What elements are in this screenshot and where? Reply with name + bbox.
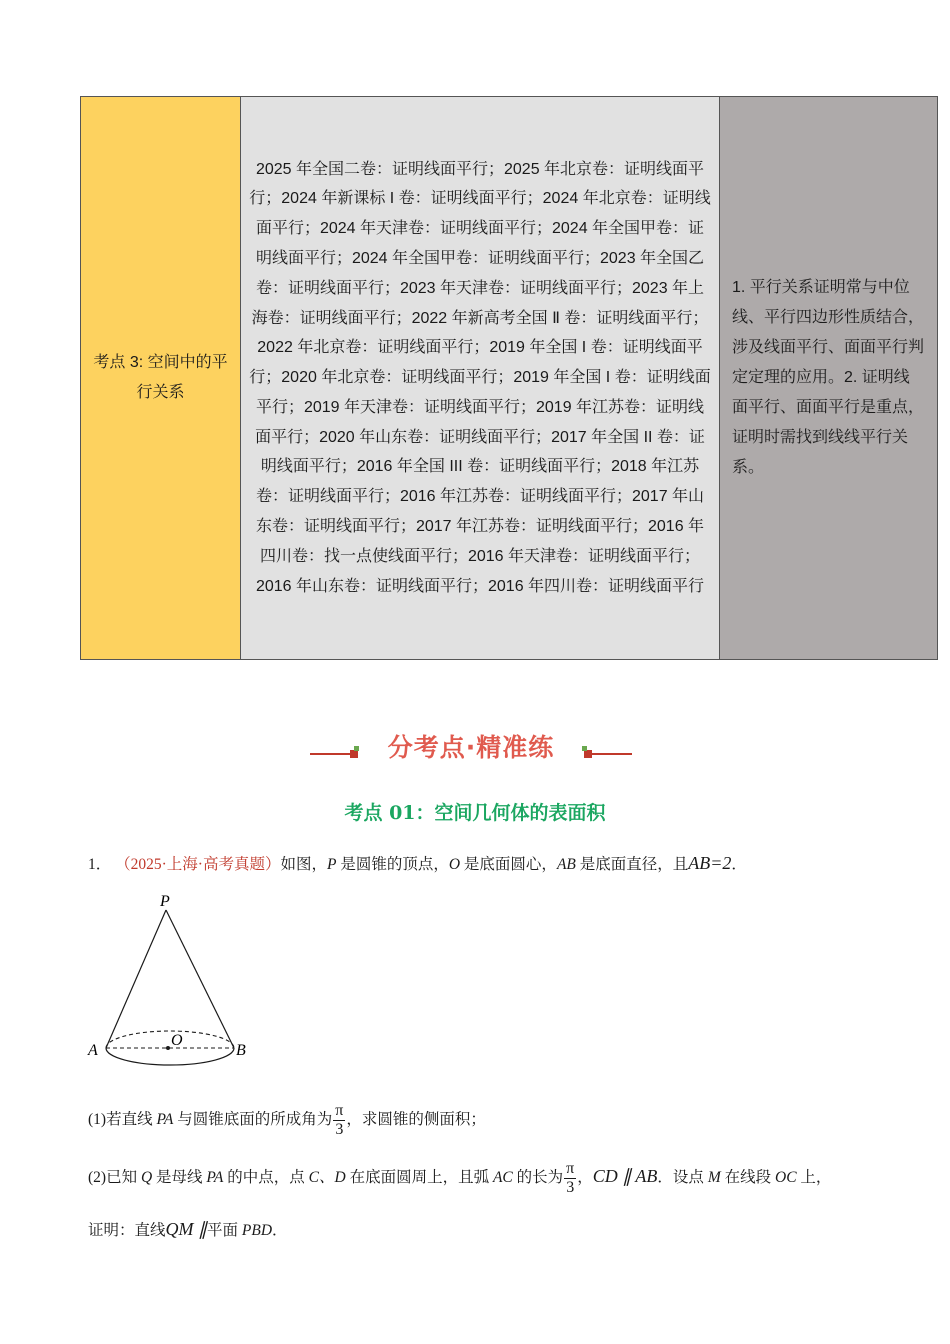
label-p: P [160, 893, 170, 910]
question-source: （2025·上海·高考真题） [115, 856, 281, 873]
label-a: A [88, 1042, 98, 1059]
section-header [310, 728, 632, 768]
fraction-pi-over-3: $\frac{\pi}{3}$ [335, 1102, 344, 1138]
kaodian-title: 考点 01：空间几何体的表面积 [344, 802, 606, 824]
topic-cell: 考点 3: 空间中的平行关系 [81, 97, 241, 660]
cone-slant-left [106, 910, 166, 1048]
label-b: B [236, 1042, 246, 1059]
center-point [166, 1046, 170, 1050]
question-number: 1． [88, 856, 112, 873]
exams-cell: 2025 年全国二卷：证明线面平行；2025 年北京卷：证明线面平行；2024 年新课标 I 卷：证明线面平行；2024 年北京卷：证明线面平行；2024 年天津卷：证明线面平行；2024 年全国甲卷：证明线面平行；2024 年全国甲卷：证明线面平行；2023 年全国乙卷：证明线面平行；2023 年天津卷：证明线面平行；2023 年上海卷：证明线面平行；2022 年新高考全国 Ⅱ 卷：证明线面平行；2022 年北京卷：证明线面平行；2019 年全国 I 卷：证明线面平行；2020 年北京卷：证明线面平行；2019 年全国 I 卷：证明线面平行；2019 年天津卷：证明线面平行；2019 年江苏卷：证明线面平行；2020 年山东卷：证明线面平行；2017 年全国 II 卷：证明线面平行；2016 年全国 III 卷：证明线面平行；2018 年江苏卷：证明线面平行；2016 年江苏卷：证明线面平行；2017 年山东卷：证明线面平行；2017 年江苏卷：证明线面平行；2016 年四川卷：找一点使线面平行；2016 年天津卷：证明线面平行；2016 年山东卷：证明线面平行；2016 年四川卷：证明线面平行 [241, 97, 720, 660]
cone-slant-right [166, 910, 234, 1048]
header-line-right [592, 753, 632, 755]
question-part-2: (2)已知 Q 是母线 PA 的中点，点 C、D 在底面圆周上，且弧 AC 的长为 $\frac{\pi}{3}$ ，CD ∥ AB．设点 M 在线段 OC 上， [88, 1160, 832, 1196]
cone-base-back [106, 1031, 234, 1048]
header-square-right [584, 750, 592, 758]
notes-cell: 1. 平行关系证明常与中位线、平行四边形性质结合，涉及线面平行、面面平行判定定理的应用。2. 证明线面平行、面面平行是重点，证明时需找到线线平行关系。 [720, 97, 938, 660]
qm-parallel: QM ∥ [165, 1219, 208, 1239]
fraction-pi-over-3-b: $\frac{\pi}{3}$ [566, 1160, 575, 1196]
question-part-1: (1)若直线 PA 与圆锥底面的所成角为 $\frac{\pi}{3}$ ，求圆锥的侧面积； [88, 1102, 486, 1138]
question-stem: 1． （2025·上海·高考真题）如图，P 是圆锥的顶点，O 是底面圆心，AB 是底面直径，且AB=2． [88, 853, 747, 873]
label-o: O [171, 1032, 183, 1049]
ab-equation: AB=2 [688, 853, 732, 873]
question-proof-line: 证明：直线QM ∥平面 PBD． [88, 1219, 288, 1239]
section-title: 分考点·精准练 [387, 733, 555, 762]
cone-figure [84, 888, 264, 1068]
cone-base-front [106, 1048, 234, 1065]
kaodian-table [80, 96, 938, 660]
header-square-right-green [582, 746, 587, 751]
cd-parallel-ab: CD ∥ AB [592, 1166, 658, 1187]
